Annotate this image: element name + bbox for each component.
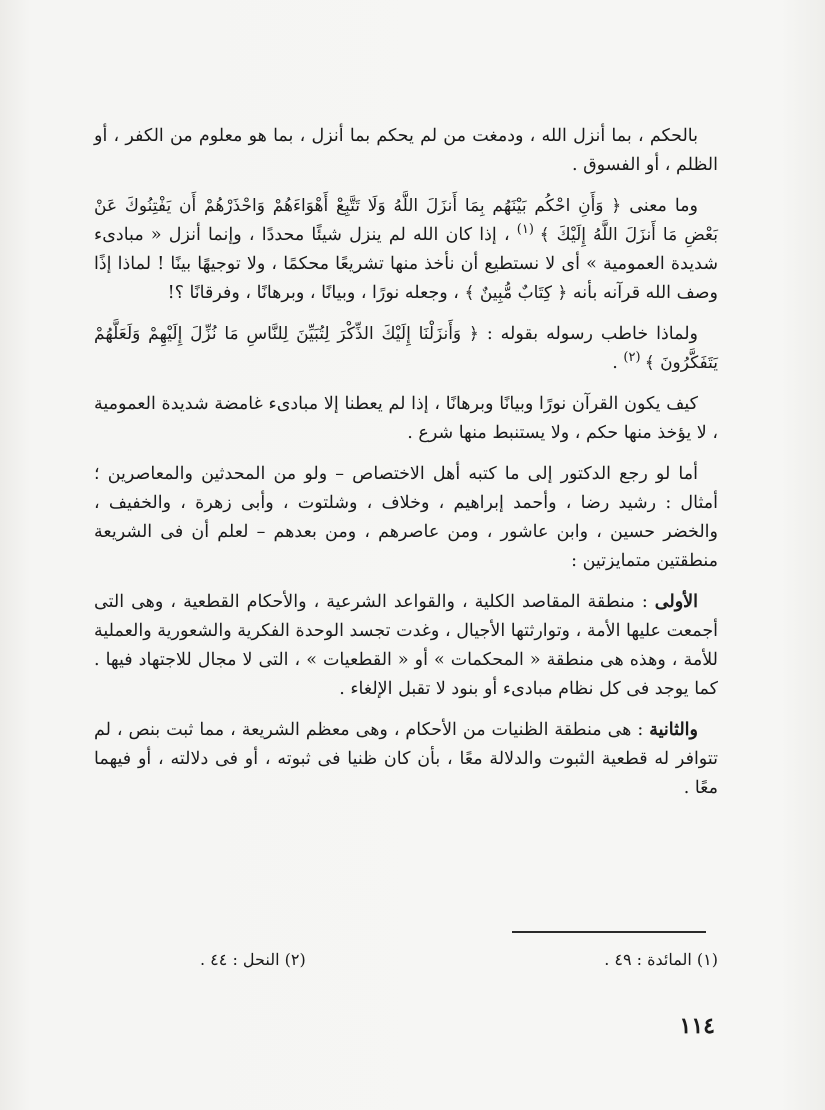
text-run: . <box>612 353 624 373</box>
bold-term: الأولى <box>654 592 698 612</box>
text-run: وما معنى <box>621 196 698 216</box>
text-run: بالحكم ، بما أنزل الله ، ودمغت من لم يحكم بما أنزل ، بما هو معلوم من الكفر ، أو الظلم ، أو الفسوق . <box>94 126 718 175</box>
paragraph <box>94 716 718 803</box>
paragraph <box>94 320 718 378</box>
text-run: ، وجعله نورًا ، وبيانًا ، وبرهانًا ، وفرقانًا ؟! <box>167 283 465 303</box>
text-run: ، إذا كان الله لم ينزل شيئًا محددًا ، وإنما أنزل « مبادىء شديدة العمومية » أى لا نستطيع أن نأخذ منها تشريعًا محكمًا ، ولا توجيهًا بينًا ! لماذا إذًا وصف الله قرآنه بأنه <box>94 225 718 303</box>
text-run: أما لو رجع الدكتور إلى ما كتبه أهل الاختصاص – ولو من المحدثين والمعاصرين ؛ أمثال : رشيد رضا ، وأحمد إبراهيم ، وخلاف ، وشلتوت ، وأبى زهرة ، والخفيف ، والخضر حسين ، وابن عاشور ، ومن عاصرهم ، ومن بعدهم – لعلم أن فى الشريعة منطقتين متمايزتين : <box>94 464 718 571</box>
paragraph <box>94 192 718 308</box>
paragraph <box>94 460 718 576</box>
paragraph <box>94 588 718 704</box>
body-text <box>94 122 718 815</box>
text-run: كيف يكون القرآن نورًا وبيانًا وبرهانًا ، إذا لم يعطنا إلا مبادىء غامضة شديدة العمومية ، لا يؤخذ منها حكم ، ولا يستنبط منها شرع . <box>94 394 718 443</box>
paragraph <box>94 122 718 180</box>
text-run: : هى منطقة الظنيات من الأحكام ، وهى معظم الشريعة ، مما ثبت بنص ، لم تتوافر له قطعية الثبوت والدلالة معًا ، بأن كان ظنيا فى ثبوته ، أو فى دلالته ، أو فيهما معًا . <box>94 720 718 798</box>
paragraph <box>94 390 718 448</box>
footnote-divider <box>512 931 706 933</box>
quran-verse: ﴿ وَأَنِ احْكُم بَيْنَهُم بِمَا أَنزَلَ اللَّهُ وَلَا تَتَّبِعْ أَهْوَاءَهُمْ وَاحْذَرْهُمْ أَن يَفْتِنُوكَ عَنْ بَعْضِ مَا أَنزَلَ اللَّهُ إِلَيْكَ ﴾ <box>94 196 718 245</box>
quran-verse: ﴿ وَأَنزَلْنَا إِلَيْكَ الذِّكْرَ لِتُبَيِّنَ لِلنَّاسِ مَا نُزِّلَ إِلَيْهِمْ وَلَعَلَّهُمْ يَتَفَكَّرُونَ ﴾ <box>94 324 718 373</box>
text-run: ولماذا خاطب رسوله بقوله : <box>478 324 698 344</box>
footnote-1: (١) المائدة : ٤٩ . <box>604 950 718 969</box>
page-number: ١١٤ <box>679 1013 715 1039</box>
footnote-marker: (٢) <box>623 350 645 366</box>
quran-verse: ﴿ كِتَابٌ مُّبِينٌ ﴾ <box>464 283 568 303</box>
bold-term: والثانية <box>649 720 698 740</box>
footnotes <box>200 948 718 972</box>
footnote-marker: (١) <box>516 222 540 238</box>
footnote-2: (٢) النحل : ٤٤ . <box>200 950 306 969</box>
text-run: : منطقة المقاصد الكلية ، والقواعد الشرعية ، والأحكام القطعية ، وهى التى أجمعت عليها الأمة ، وتوارثتها الأجيال ، وغدت تجسد الوحدة الفكرية والشعورية والعملية للأمة ، وهذه هى منطقة « المحكمات » أو « القطعيات » ، التى لا مجال للاجتهاد فيها . كما يوجد فى كل نظام مبادىء أو بنود لا تقبل الإلغاء . <box>94 592 718 699</box>
